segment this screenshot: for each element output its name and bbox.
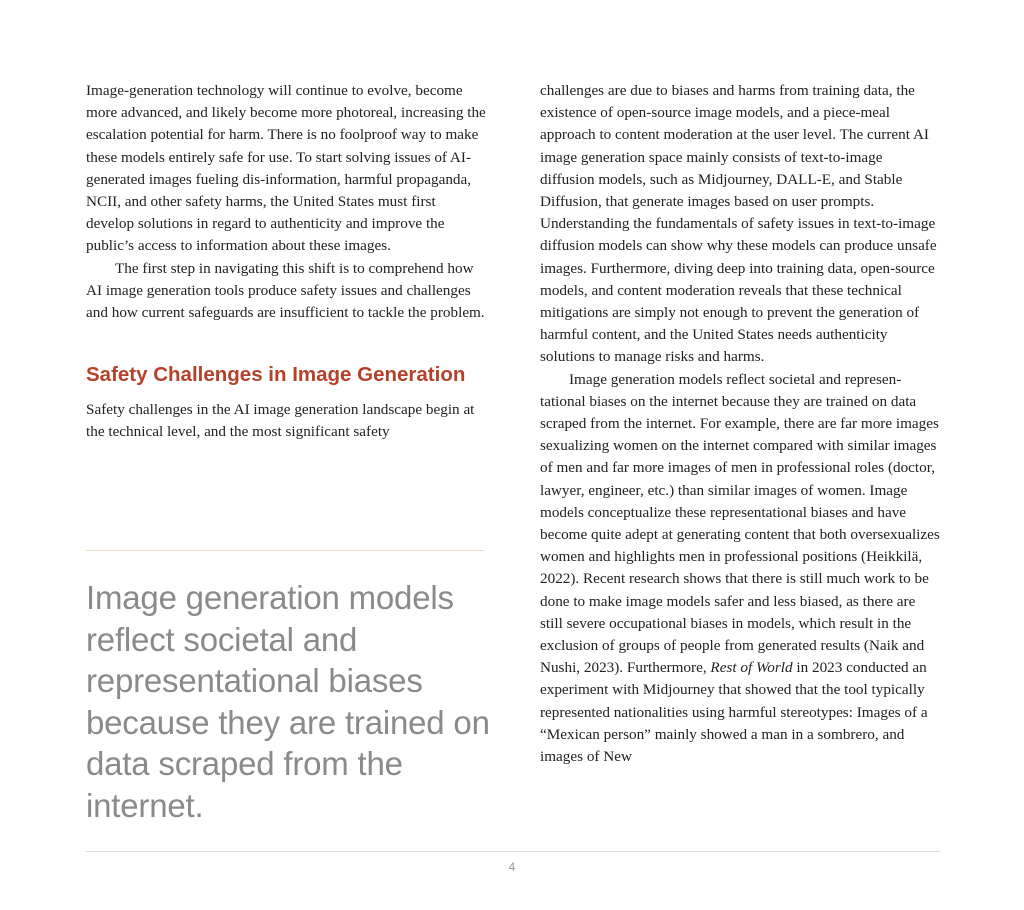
pull-quote: Image generation models reflect societal and representational biases because they are trained on data scraped from the internet.	[86, 579, 490, 824]
right-paragraph-2-text-b: in 2023 conducted an experiment with Midjourney that showed that the tool typically represented nationalities using harmful stereotypes: Images of a “Mexican person” mainly showed a man in a sombrero, and images of New	[540, 659, 928, 766]
right-paragraph-2	[540, 369, 940, 769]
pull-quote-divider	[86, 550, 484, 551]
publication-title: Rest of World	[710, 659, 793, 677]
left-paragraph-1: Image-generation technology will continue to evolve, become more advanced, and likely become more photoreal, increasing the escalation potential for harm. There is no foolproof way to make these models entirely safe for use. To start solving issues of AI-generated images fueling dis-information, harmful propaganda, NCII, and other safety harms, the United States must first develop solutions in regard to authenticity and improve the public’s access to information about these images.	[86, 82, 486, 255]
section-heading: Safety Challenges in Image Generation	[86, 363, 466, 387]
left-paragraph-2: The first step in navigating this shift is to comprehend how AI image generation tools produce safety issues and challenges and how current safeguards are insufficient to tackle the problem.	[86, 259, 485, 322]
right-paragraph-2-text-a: Image generation models reflect societal and represen-tational biases on the internet because they are trained on data scraped from the internet. For example, there are far more images sexualizing women on the internet compared with similar images of men and far more images of men in professional roles (doctor, lawyer, engineer, etc.) than similar images of women. Image models conceptualize these representational biases and have become quite adept at generating content that both oversexualizes women and highlights men in professional positions (Heikkilä, 2022). Recent research shows that there is still much work to be done to make image models safer and less biased, as there are still severe occupational biases in models, which result in the exclusion of groups of people from generated results (Naik and Nushi, 2023). Furthermore,	[540, 370, 940, 677]
left-paragraph-3: Safety challenges in the AI image generation landscape begin at the technical level, and the most significant safety	[86, 401, 475, 441]
right-paragraph-1: challenges are due to biases and harms from training data, the existence of open-source image models, and a piece-meal approach to content moderation at the user level. The current AI image generation space mainly consists of text-to-image diffusion models, such as Midjourney, DALL-E, and Stable Diffusion, that generate images based on user prompts. Understanding the fundamentals of safety issues in text-to-image diffusion models can show why these models can produce unsafe images. Furthermore, diving deep into training data, open-source models, and content moderation reveals that these technical mitigations are simply not enough to prevent the generation of harmful content, and the United States needs authenticity solutions to manage risks and harms.	[540, 82, 937, 366]
page-number: 4	[508, 860, 516, 874]
left-column	[86, 80, 486, 444]
footer-divider	[86, 851, 940, 852]
right-column	[540, 80, 940, 768]
